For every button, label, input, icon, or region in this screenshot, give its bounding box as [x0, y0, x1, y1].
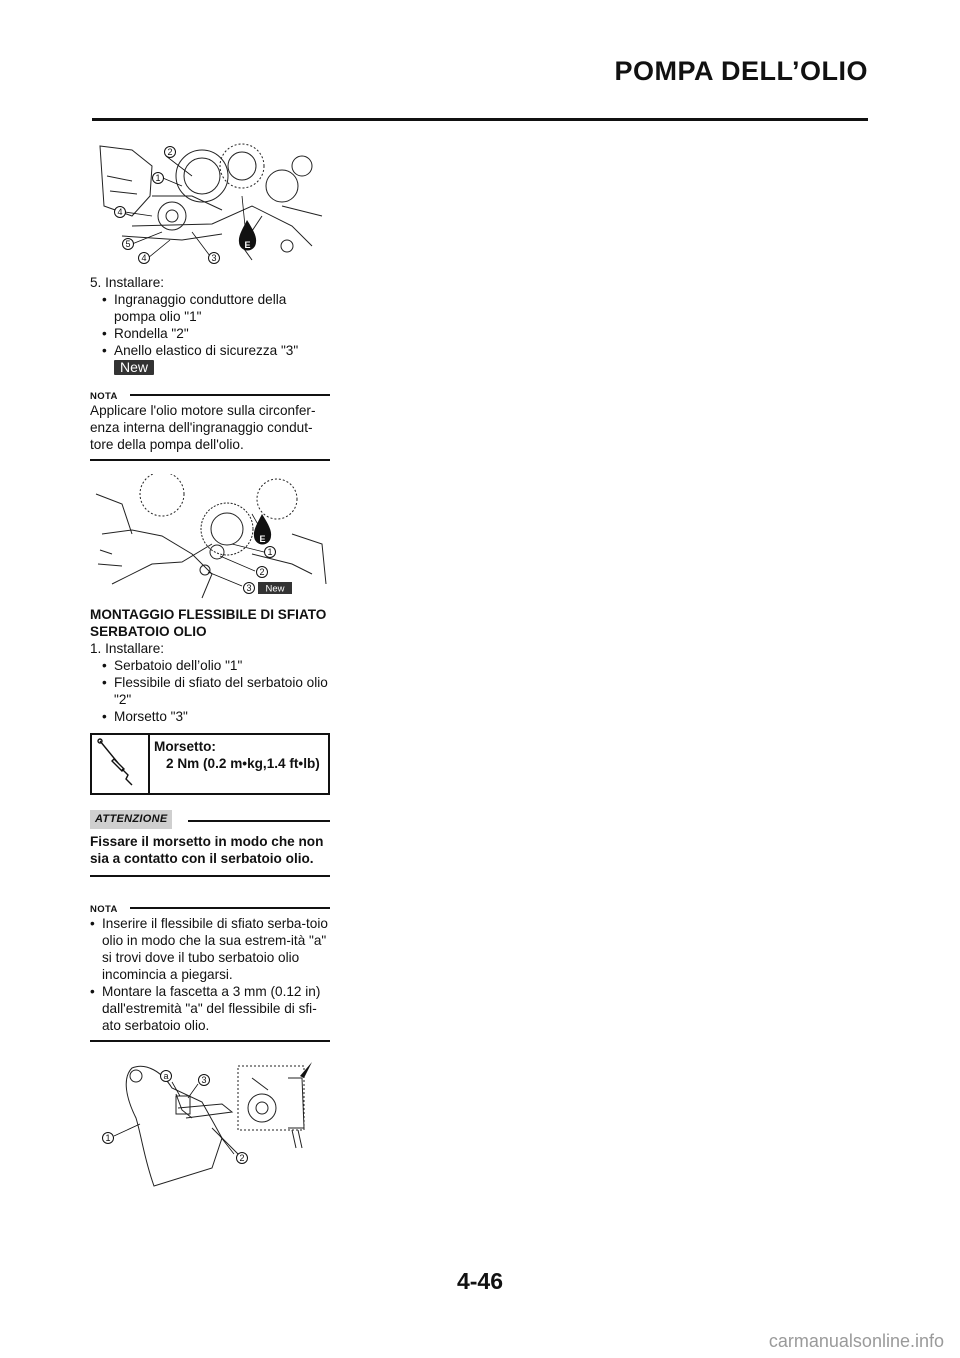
svg-text:2: 2 [167, 147, 173, 157]
caution-text: Fissare il morsetto in modo che non sia a contatto con il serbatoio olio. [90, 834, 324, 866]
lube-oil-icon [239, 220, 256, 251]
figure-3-callout-3 [199, 1075, 210, 1086]
figure-1-callout-5 [123, 239, 134, 250]
section-step-1-item: • Serbatoio dell’olio "1" [102, 657, 330, 674]
svg-text:4: 4 [141, 253, 147, 263]
svg-text:2: 2 [259, 567, 265, 577]
section-step-1-title: 1. Installare: [90, 641, 165, 656]
torque-spec-name: Morsetto: [154, 739, 216, 754]
figure-2-drawing [92, 474, 328, 600]
figure-1-callout-2 [165, 147, 176, 158]
lube-oil-icon [254, 514, 271, 545]
figure-2-new-badge [258, 582, 292, 595]
section-step-1-list [90, 657, 330, 725]
svg-text:1: 1 [105, 1133, 111, 1143]
note-1-label: NOTA [90, 391, 118, 402]
svg-text:a: a [163, 1071, 169, 1081]
figure-1-callout-4a [115, 207, 126, 218]
note-2-list [90, 915, 330, 1034]
figure-2-callout-3 [244, 583, 255, 594]
note-2-end-rule [90, 1040, 330, 1042]
figure-3-callout-a [161, 1071, 172, 1082]
caution-label: ATTENZIONE [90, 810, 172, 829]
section-step-1-item: • Flessibile di sfiato del serbatoio olio "2" [102, 674, 330, 708]
figure-1-callout-1 [153, 173, 164, 184]
svg-text:E: E [244, 240, 251, 250]
figure-3-callout-2 [237, 1153, 248, 1164]
figure-oil-tank-hose [92, 1058, 328, 1192]
step-5-title: 5. Installare: [90, 275, 165, 290]
figure-3-drawing [92, 1058, 328, 1192]
figure-2-callout-1 [265, 547, 276, 558]
svg-text:1: 1 [267, 547, 273, 557]
svg-text:5: 5 [125, 239, 131, 249]
note-2-rule [130, 907, 330, 909]
svg-text:3: 3 [201, 1075, 207, 1085]
figure-1-callout-3 [209, 253, 220, 264]
torque-spec-box [90, 733, 330, 795]
figure-oil-pump-gear [92, 136, 328, 266]
torque-wrench-icon [92, 735, 150, 793]
section-breather-hose [90, 606, 330, 725]
svg-text:3: 3 [246, 583, 252, 593]
note-2-item: • Montare la fascetta a 3 mm (0.12 in) dall'estremità "a" del flessibile di sfi-ato serbatoio olio. [90, 983, 330, 1034]
page-header-title: POMPA DELL’OLIO [614, 56, 868, 86]
caution-block [90, 810, 330, 877]
step-5-item: • Rondella "2" [102, 325, 330, 342]
note-1-text: Applicare l'olio motore sulla circonfer-enza interna dell'ingranaggio condut-tore della pompa dell'olio. [90, 403, 316, 452]
watermark: carmanualsonline.info [768, 1331, 944, 1351]
section-step-1-item: • Morsetto "3" [102, 708, 330, 725]
note-2-label: NOTA [90, 904, 118, 915]
svg-text:E: E [259, 534, 266, 544]
svg-text:2: 2 [239, 1153, 245, 1163]
note-2-item: • Inserire il flessibile di sfiato serba-toio olio in modo che la sua estrem-ità "a" si trovi dove il tubo serbatoio olio incomincia a piegarsi. [90, 915, 330, 983]
arrow-icon [300, 1062, 312, 1078]
svg-text:3: 3 [211, 253, 217, 263]
svg-text:1: 1 [155, 173, 161, 183]
figure-3-callout-1 [103, 1133, 114, 1144]
step-5-list [90, 291, 330, 359]
figure-2-callout-2 [257, 567, 268, 578]
page-number: 4-46 [456, 1268, 504, 1294]
svg-text:4: 4 [117, 207, 123, 217]
figure-drive-gear-install [92, 474, 328, 600]
step-5-item: • Ingranaggio conduttore della pompa olio "1" [102, 291, 330, 325]
step-5-item: • Anello elastico di sicurezza "3" [102, 342, 330, 359]
note-1-rule [130, 394, 330, 396]
caution-rule [188, 820, 330, 822]
figure-1-drawing [92, 136, 328, 266]
note-1 [90, 388, 330, 461]
section-title: MONTAGGIO FLESSIBILE DI SFIATO SERBATOIO OLIO [90, 607, 327, 639]
new-part-badge: New [114, 360, 154, 375]
svg-text:New: New [265, 583, 285, 595]
note-2 [90, 901, 330, 1042]
header-rule [92, 118, 868, 121]
step-5-block [90, 274, 330, 376]
torque-spec-value: 2 Nm (0.2 m•kg,1.4 ft•lb) [166, 756, 320, 771]
figure-1-callout-4b [139, 253, 150, 264]
caution-end-rule [90, 875, 330, 877]
note-1-end-rule [90, 459, 330, 461]
